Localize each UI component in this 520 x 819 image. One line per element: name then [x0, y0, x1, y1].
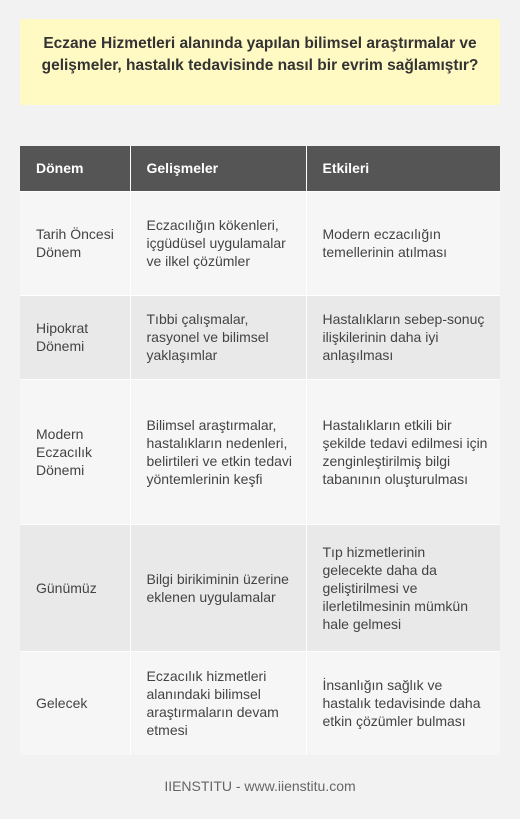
header-period: Dönem — [20, 146, 130, 191]
cell-period: Modern Eczacılık Dönemi — [20, 379, 130, 524]
table-header-row — [20, 146, 500, 191]
question-title: Eczane Hizmetleri alanında yapılan bilimsel araştırmalar ve gelişmeler, hastalık tedavisinde nasıl bir evrim sağlamıştır? — [20, 19, 500, 105]
cell-period: Günümüz — [20, 524, 130, 651]
table-row — [20, 651, 500, 755]
footer-credit: IIENSTITU - www.iienstitu.com — [164, 778, 356, 794]
cell-effects: Modern eczacılığın temellerinin atılması — [306, 191, 500, 295]
cell-developments: Bilgi birikiminin üzerine eklenen uygulamalar — [130, 524, 306, 651]
header-developments: Gelişmeler — [130, 146, 306, 191]
table-row — [20, 295, 500, 379]
cell-effects: Hastalıkların etkili bir şekilde tedavi edilmesi için zenginleştirilmiş bilgi tabanının oluşturulması — [306, 379, 500, 524]
cell-period: Hipokrat Dönemi — [20, 295, 130, 379]
cell-developments: Tıbbi çalışmalar, rasyonel ve bilimsel yaklaşımlar — [130, 295, 306, 379]
cell-period: Tarih Öncesi Dönem — [20, 191, 130, 295]
cell-developments: Eczacılığın kökenleri, içgüdüsel uygulamalar ve ilkel çözümler — [130, 191, 306, 295]
cell-developments: Eczacılık hizmetleri alanındaki bilimsel araştırmaların devam etmesi — [130, 651, 306, 755]
history-table — [20, 146, 500, 755]
cell-period: Gelecek — [20, 651, 130, 755]
header-effects: Etkileri — [306, 146, 500, 191]
cell-effects: Tıp hizmetlerinin gelecekte daha da geliştirilmesi ve ilerletilmesinin mümkün hale gelmesi — [306, 524, 500, 651]
cell-effects: İnsanlığın sağlık ve hastalık tedavisinde daha etkin çözümler bulması — [306, 651, 500, 755]
cell-developments: Bilimsel araştırmalar, hastalıkların nedenleri, belirtileri ve etkin tedavi yöntemlerinin keşfi — [130, 379, 306, 524]
table-row — [20, 379, 500, 524]
table-row — [20, 191, 500, 295]
table-row — [20, 524, 500, 651]
cell-effects: Hastalıkların sebep-sonuç ilişkilerinin daha iyi anlaşılması — [306, 295, 500, 379]
